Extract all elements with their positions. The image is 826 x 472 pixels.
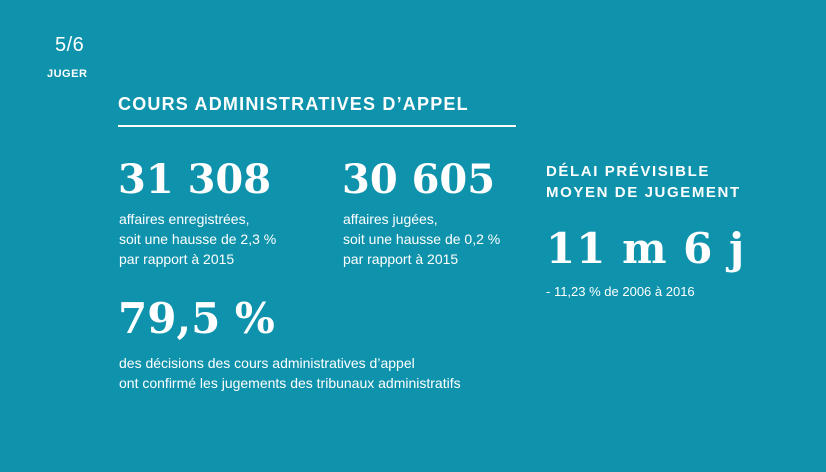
judgment-delay-value: 11 m 6 j [546,224,746,273]
section-label: JUGER [47,68,88,80]
confirmed-rate-value: 79,5 % [118,294,275,343]
confirmed-desc-line: des décisions des cours administratives d’appel [119,355,415,371]
judgment-delay-heading [546,161,741,203]
registered-cases-value: 31 308 [118,156,272,203]
confirmed-desc-line: ont confirmé les jugements des tribunaux administratifs [119,375,461,391]
judged-desc-line: par rapport à 2015 [343,251,459,267]
title-underline [118,125,516,127]
judgment-delay-note: - 11,23 % de 2006 à 2016 [546,284,695,299]
delay-heading-line: DÉLAI PRÉVISIBLE [546,163,710,180]
registered-desc-line: par rapport à 2015 [119,251,235,267]
page-number: 5/6 [55,34,85,56]
delay-heading-line: MOYEN DE JUGEMENT [546,184,741,201]
judged-desc-line: affaires jugées, [343,211,438,227]
registered-desc-line: affaires enregistrées, [119,211,250,227]
judged-cases-value: 30 605 [342,156,496,203]
confirmed-rate-description [119,353,461,393]
judged-desc-line: soit une hausse de 0,2 % [343,231,501,247]
registered-cases-description [119,209,276,269]
judged-cases-description [343,209,500,269]
registered-desc-line: soit une hausse de 2,3 % [119,231,277,247]
page-title: COURS ADMINISTRATIVES D’APPEL [118,94,469,114]
